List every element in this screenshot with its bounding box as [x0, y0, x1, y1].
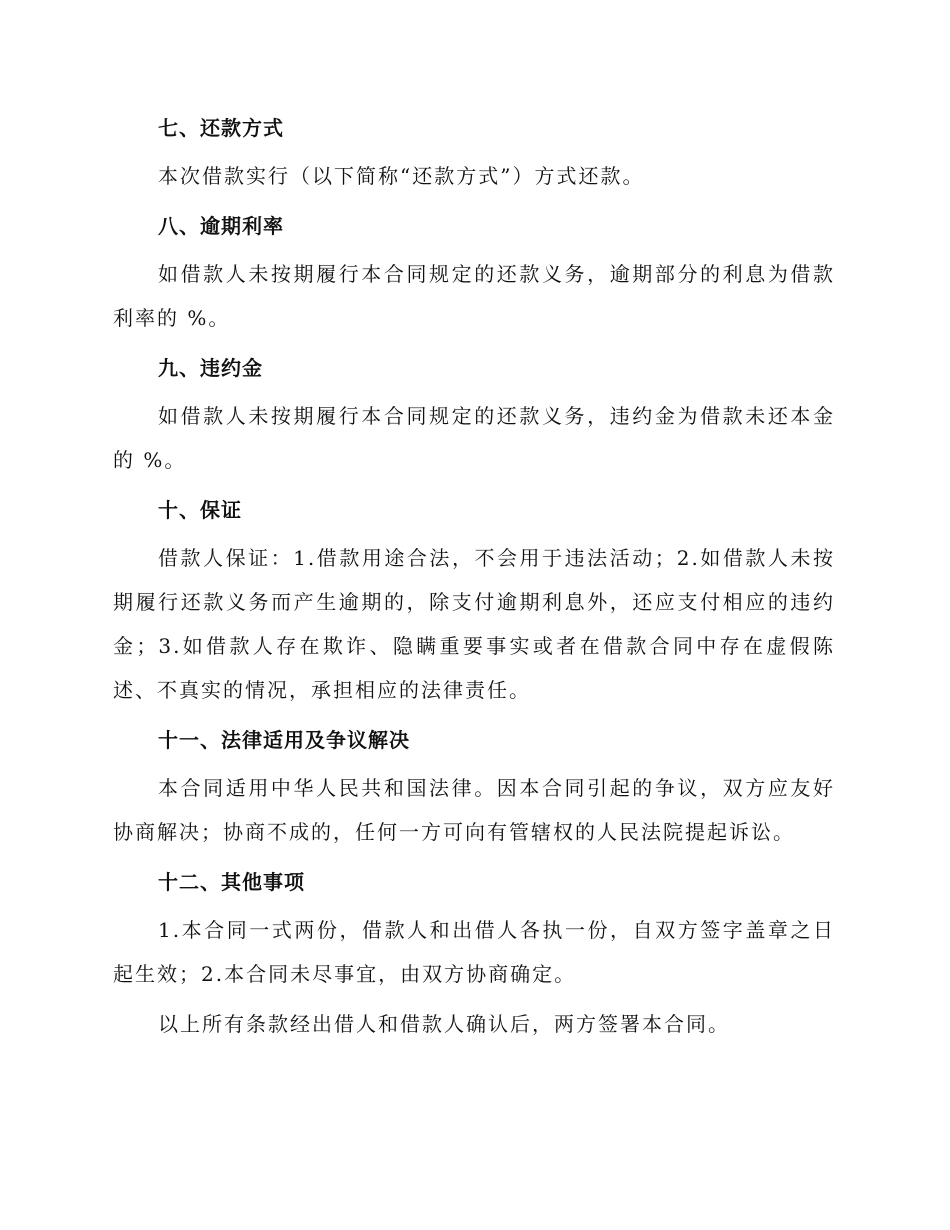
- other-matters-text: 1.本合同一式两份，借款人和出借人各执一份，自双方签字盖章之日起生效；2.本合同未尽事宜，由双方协商确定。: [113, 918, 835, 986]
- section-heading-guarantee: 十、保证: [158, 498, 242, 522]
- overdue-rate-text: 如借款人未按期履行本合同规定的还款义务，逾期部分的利息为借款利率的 %。: [113, 262, 835, 330]
- section-heading-repayment-method: 七、还款方式: [158, 116, 284, 140]
- section-heading-other-matters: 十二、其他事项: [158, 870, 305, 894]
- section-heading-governing-law: 十一、法律适用及争议解决: [158, 728, 410, 752]
- closing-statement: 以上所有条款经出借人和借款人确认后，两方签署本合同。: [158, 1012, 730, 1036]
- governing-law-text: 本合同适用中华人民共和国法律。因本合同引起的争议，双方应友好协商解决；协商不成的，任何一方可向有管辖权的人民法院提起诉讼。: [113, 776, 835, 844]
- penalty-text: 如借款人未按期履行本合同规定的还款义务，违约金为借款未还本金的 %。: [113, 404, 835, 472]
- section-heading-overdue-rate: 八、逾期利率: [158, 214, 284, 238]
- repayment-method-text: 本次借款实行（以下简称“还款方式”）方式还款。: [158, 164, 645, 188]
- guarantee-text: 借款人保证：1.借款用途合法，不会用于违法活动；2.如借款人未按期履行还款义务而产生逾期的，除支付逾期利息外，还应支付相应的违约金；3.如借款人存在欺诈、隐瞒重要事实或者在借款合同中存在虚假陈述、不真实的情况，承担相应的法律责任。: [113, 546, 835, 702]
- contract-body: [113, 106, 835, 1052]
- section-heading-penalty: 九、违约金: [158, 356, 263, 380]
